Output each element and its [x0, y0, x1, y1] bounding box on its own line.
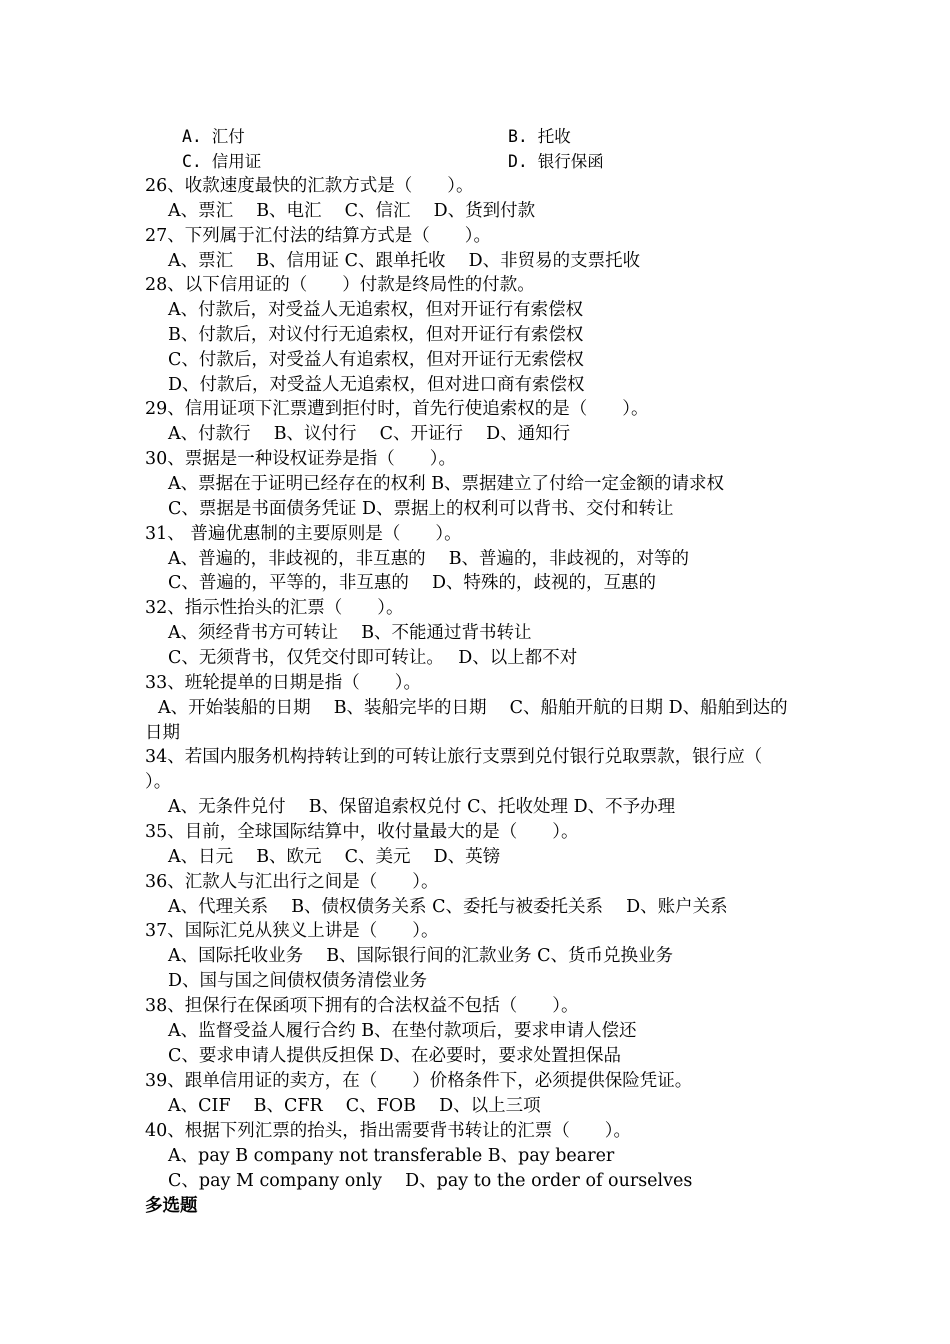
- question-27: 27、下列属于汇付法的结算方式是（ ）。: [145, 226, 492, 246]
- question-38-options-cd: C、要求申请人提供反担保 D、在必要时，要求处置担保品: [168, 1046, 621, 1066]
- question-26: 26、收款速度最快的汇款方式是（ ）。: [145, 176, 474, 196]
- question-38: 38、担保行在保函项下拥有的合法权益不包括（ ）。: [145, 996, 579, 1016]
- question-38-options-ab: A、监督受益人履行合约 B、在垫付款项后，要求申请人偿还: [168, 1021, 637, 1041]
- question-28: 28、以下信用证的（ ）付款是终局性的付款。: [145, 275, 535, 295]
- question-34-cont: ）。: [145, 772, 172, 792]
- question-28-option-c: C、付款后，对受益人有追索权，但对开证行无索偿权: [168, 350, 584, 370]
- question-31-options-cd: C、普遍的，平等的，非互惠的 D、特殊的，歧视的，互惠的: [168, 573, 656, 593]
- question-29: 29、信用证项下汇票遭到拒付时，首先行使追索权的是（ ）。: [145, 399, 649, 419]
- question-30-options-ab: A、票据在于证明已经存在的权利 B、票据建立了付给一定金额的请求权: [168, 474, 725, 494]
- question-40-options-ab: A、pay B company not transferable B、pay bearer: [168, 1146, 615, 1166]
- question-30: 30、票据是一种设权证券是指（ ）。: [145, 449, 457, 469]
- question-33-options-cont: 日期: [145, 723, 180, 743]
- question-33: 33、班轮提单的日期是指（ ）。: [145, 673, 422, 693]
- section-heading-multiple-choice: 多选题: [145, 1196, 198, 1216]
- question-26-options: A、票汇 B、电汇 C、信汇 D、货到付款: [168, 201, 536, 221]
- question-37-options-abc: A、国际托收业务 B、国际银行间的汇款业务 C、货币兑换业务: [168, 946, 674, 966]
- question-28-option-b: B、付款后，对议付行无追索权，但对开证行有索偿权: [168, 325, 584, 345]
- question-35-options: A、日元 B、欧元 C、美元 D、英镑: [168, 847, 501, 867]
- question-34: 34、若国内服务机构持转让到的可转让旅行支票到兑付银行兑取票款，银行应（: [145, 747, 763, 767]
- question-35: 35、目前，全球国际结算中，收付量最大的是（ ）。: [145, 822, 579, 842]
- question-39-options: A、CIF B、CFR C、FOB D、以上三项: [168, 1096, 541, 1116]
- question-27-options: A、票汇 B、信用证 C、跟单托收 D、非贸易的支票托收: [168, 251, 641, 271]
- question-34-options: A、无条件兑付 B、保留追索权兑付 C、托收处理 D、不予办理: [168, 797, 676, 817]
- question-36: 36、汇款人与汇出行之间是（ ）。: [145, 872, 439, 892]
- option-c-line: C. 信用证: [182, 152, 262, 171]
- question-30-options-cd: C、票据是书面债务凭证 D、票据上的权利可以背书、交付和转让: [168, 499, 674, 519]
- question-37-option-d: D、国与国之间债权债务清偿业务: [168, 971, 428, 991]
- option-d-line: D. 银行保函: [508, 152, 604, 171]
- question-32-options-cd: C、无须背书，仅凭交付即可转让。 D、以上都不对: [168, 648, 578, 668]
- question-28-option-d: D、付款后，对受益人无追索权，但对进口商有索偿权: [168, 375, 585, 395]
- question-31-options-ab: A、普遍的，非歧视的，非互惠的 B、普遍的，非歧视的，对等的: [168, 549, 690, 569]
- question-32: 32、指示性抬头的汇票（ ）。: [145, 598, 404, 618]
- question-37: 37、国际汇兑从狭义上讲是（ ）。: [145, 921, 439, 941]
- question-31: 31、 普遍优惠制的主要原则是（ ）。: [145, 524, 462, 544]
- question-39: 39、跟单信用证的卖方，在（ ）价格条件下，必须提供保险凭证。: [145, 1071, 693, 1091]
- question-28-option-a: A、付款后，对受益人无追索权，但对开证行有索偿权: [168, 300, 584, 320]
- option-b-line: B. 托收: [508, 127, 571, 146]
- question-40-options-cd: C、pay M company only D、pay to the order of ourselves: [168, 1171, 693, 1191]
- question-36-options: A、代理关系 B、债权债务关系 C、委托与被委托关系 D、账户关系: [168, 897, 728, 917]
- question-40: 40、根据下列汇票的抬头，指出需要背书转让的汇票（ ）。: [145, 1121, 632, 1141]
- option-a-line: A. 汇付: [182, 127, 245, 146]
- question-32-options-ab: A、须经背书方可转让 B、不能通过背书转让: [168, 623, 532, 643]
- question-33-options: A、开始装船的日期 B、装船完毕的日期 C、船舶开航的日期 D、船舶到达的: [158, 698, 788, 718]
- question-29-options: A、付款行 B、议付行 C、开证行 D、通知行: [168, 424, 571, 444]
